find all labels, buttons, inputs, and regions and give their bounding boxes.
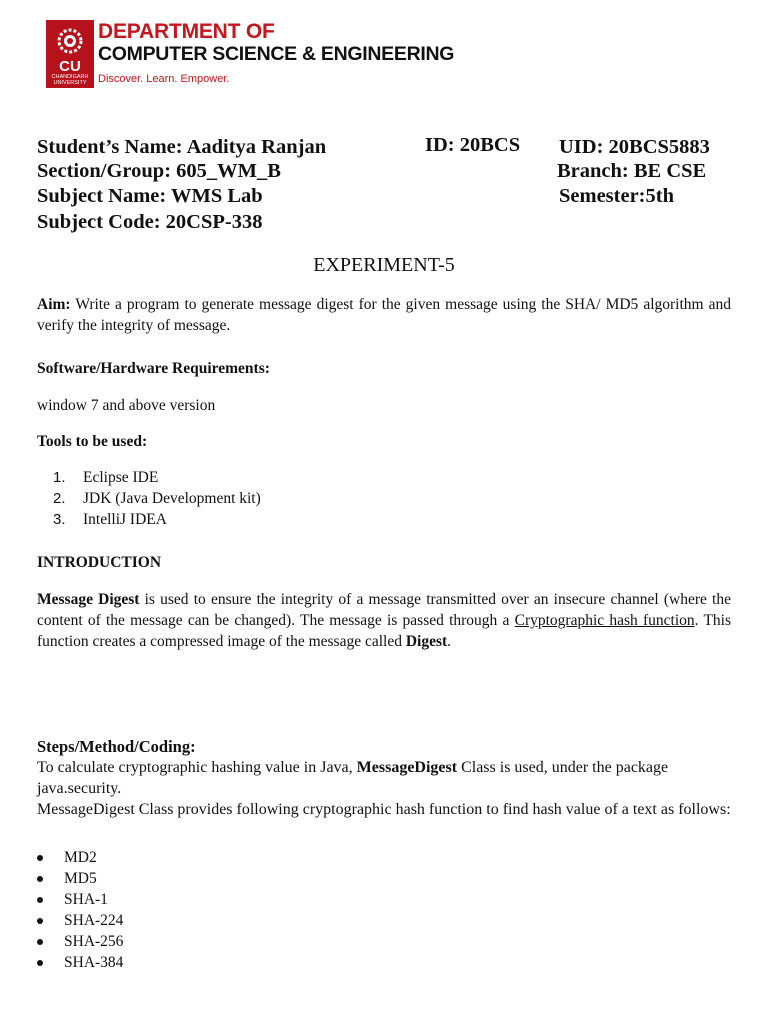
steps-text-a: To calculate cryptographic hashing value in Java, [37, 759, 357, 776]
list-number: 3. [53, 511, 66, 528]
intro-text-2: . This function creates a compressed image of the message called [37, 612, 732, 650]
term-digest: Digest [405, 633, 448, 650]
bullet-icon [37, 918, 43, 924]
bullet-icon [37, 939, 43, 945]
student-uid: UID: 20BCS5883 [559, 136, 710, 158]
gear-emblem-icon [50, 24, 90, 58]
aim-text: Write a program to generate message digest for the given message using the SHA/ MD5 algorithm and verify the integrity of message. [37, 296, 731, 334]
steps-heading: Steps/Method/Coding: [37, 737, 196, 756]
semester: Semester:5th [559, 185, 674, 207]
steps-paragraph-2: MessageDigest Class provides following cryptographic hash function to find hash value of a text as follows: [37, 801, 731, 818]
logo-subtext: CHANDIGARH UNIVERSITY [51, 74, 89, 86]
list-text: JDK (Java Development kit) [83, 490, 261, 507]
list-number: 1. [53, 469, 66, 486]
term-messagedigest: MessageDigest [356, 759, 458, 776]
steps-paragraph-1 [37, 757, 737, 799]
branch: Branch: BE CSE [557, 160, 707, 182]
requirements-text: window 7 and above version [37, 397, 216, 414]
introduction-paragraph [37, 589, 731, 652]
aim-paragraph [37, 294, 731, 336]
subject-code: Subject Code: 20CSP-338 [37, 211, 263, 233]
logo-text: CU [59, 58, 81, 75]
experiment-title: EXPERIMENT-5 [313, 254, 455, 276]
list-text: Eclipse IDE [83, 469, 159, 486]
department-heading: DEPARTMENT OF [98, 20, 275, 43]
list-number: 2. [53, 490, 66, 507]
bullet-icon [37, 876, 43, 882]
algorithm-name: MD5 [64, 870, 97, 887]
section-group: Section/Group: 605_WM_B [37, 160, 281, 182]
intro-text-3: . [447, 633, 452, 650]
aim-label: Aim: [37, 296, 71, 313]
student-name: Student’s Name: Aaditya Ranjan [37, 136, 327, 158]
university-logo [46, 20, 94, 88]
algorithm-name: SHA-256 [64, 933, 124, 950]
student-id: ID: 20BCS [425, 134, 521, 156]
tagline: Discover. Learn. Empower. [98, 73, 230, 85]
bullet-icon [37, 960, 43, 966]
bullet-icon [37, 897, 43, 903]
bullet-icon [37, 855, 43, 861]
steps-text-b: Class is used, under the package java.security. [37, 759, 669, 797]
term-message-digest: Message Digest [37, 591, 140, 608]
algorithm-name: SHA-1 [64, 891, 108, 908]
algorithm-name: SHA-384 [64, 954, 124, 971]
algorithm-name: MD2 [64, 849, 97, 866]
requirements-heading: Software/Hardware Requirements: [37, 360, 270, 377]
hash-function-link[interactable]: Cryptographic hash function [514, 612, 695, 629]
algorithm-name: SHA-224 [64, 912, 124, 929]
department-name: COMPUTER SCIENCE & ENGINEERING [98, 43, 455, 65]
list-text: IntelliJ IDEA [83, 511, 167, 528]
intro-text-1: is used to ensure the integrity of a message transmitted over an insecure channel (where the content of the message can be changed). The message is passed through a [37, 591, 731, 629]
introduction-heading: INTRODUCTION [37, 554, 162, 571]
tools-heading: Tools to be used: [37, 433, 148, 450]
subject-name: Subject Name: WMS Lab [37, 185, 263, 207]
